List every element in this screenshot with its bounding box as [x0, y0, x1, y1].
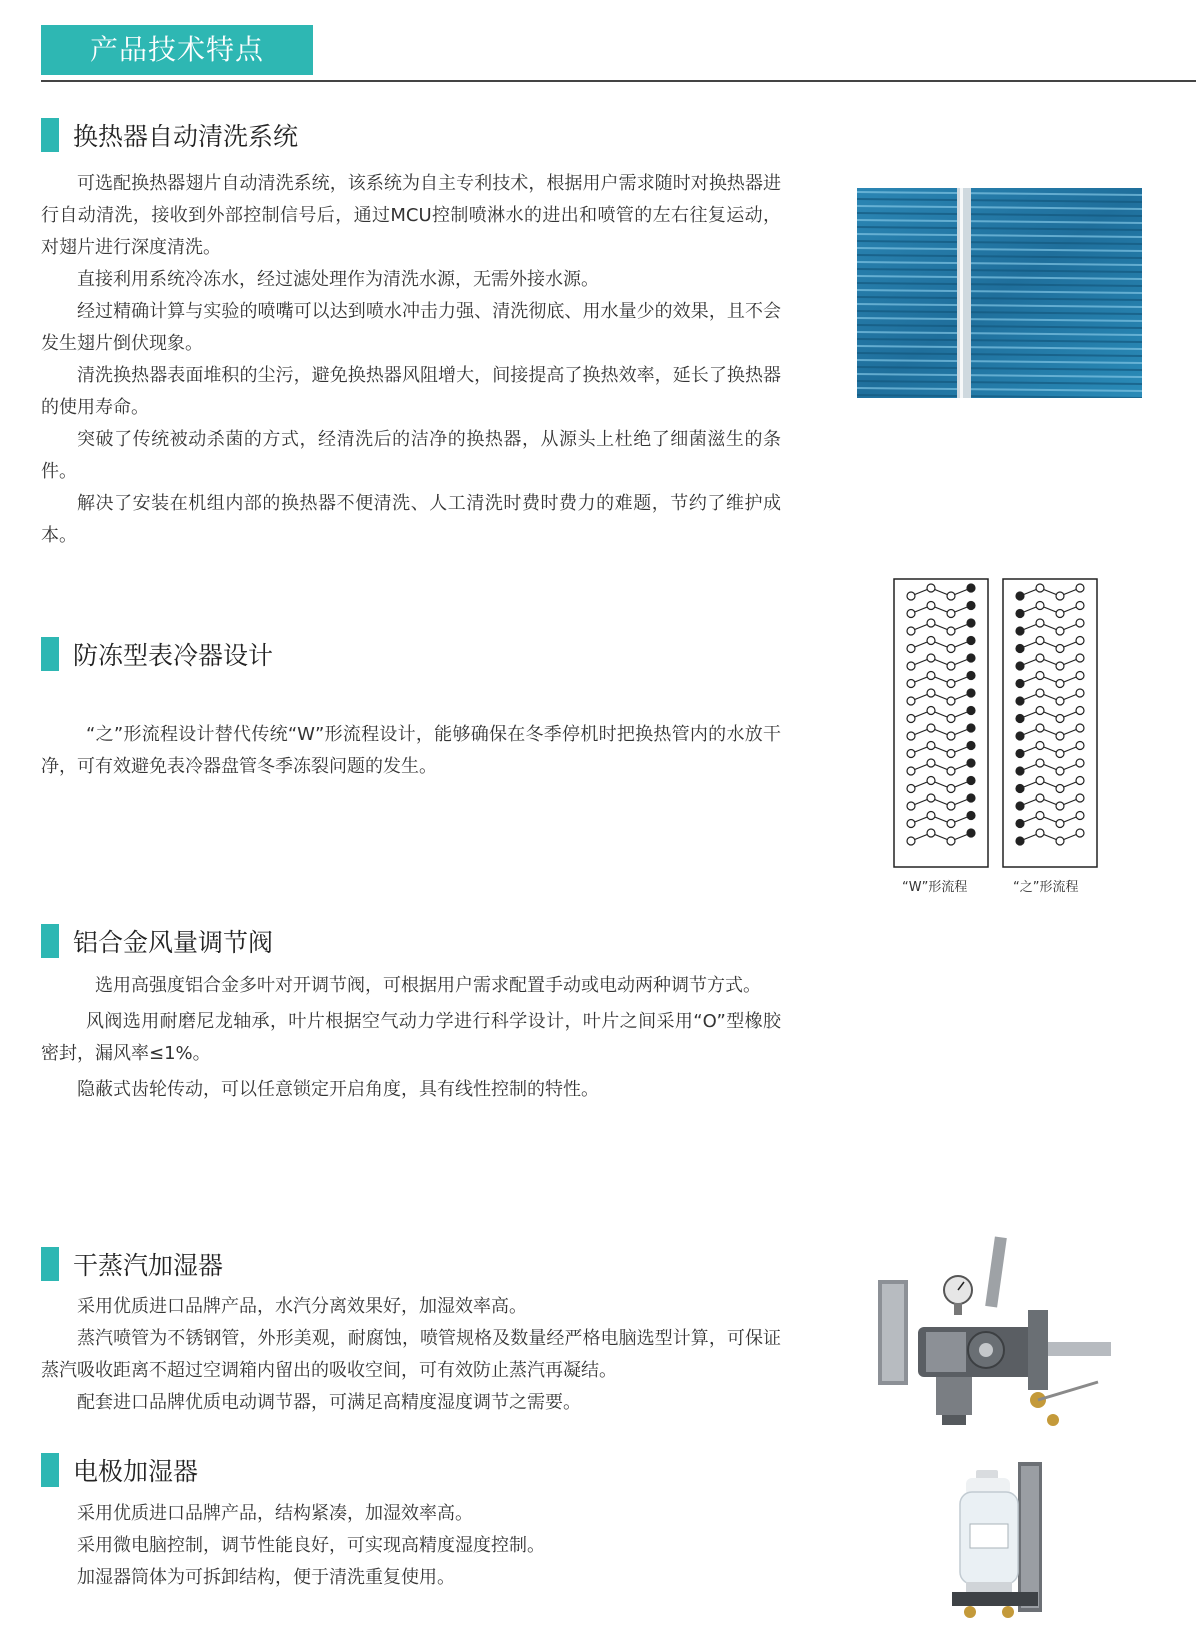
section-title-text: 防冻型表冷器设计 — [73, 641, 274, 670]
section-title-steam-humidifier — [41, 1247, 223, 1281]
paragraph: 清洗换热器表面堆积的尘污，避免换热器风阻增大，间接提高了换热效率，延长了换热器的使用寿命。 — [41, 365, 781, 418]
heat-exchanger-fins-photo — [857, 188, 1142, 398]
header-divider — [41, 80, 1196, 82]
dry-steam-humidifier-photo — [878, 1232, 1120, 1432]
paragraph: 配套进口品牌优质电动调节器，可满足高精度湿度调节之需要。 — [77, 1392, 581, 1413]
electrode-humidifier-photo — [948, 1462, 1048, 1622]
paragraph: 采用微电脑控制，调节性能良好，可实现高精度湿度控制。 — [77, 1535, 545, 1556]
section-title-auto-cleaning — [41, 118, 298, 152]
section-body-damper — [41, 970, 781, 1110]
paragraph: “之”形流程设计替代传统“W”形流程设计，能够确保在冬季停机时把换热管内的水放干净，可有效避免表冷器盘管冬季冻裂问题的发生。 — [41, 724, 781, 777]
page-title-box — [41, 25, 313, 75]
section-title-electrode-humidifier — [41, 1453, 198, 1487]
paragraph: 隐蔽式齿轮传动，可以任意锁定开启角度，具有线性控制的特性。 — [77, 1079, 599, 1100]
section-title-damper — [41, 924, 273, 958]
section-title-text: 干蒸汽加湿器 — [73, 1251, 224, 1280]
paragraph: 直接利用系统冷冻水，经过滤处理作为清洗水源，无需外接水源。 — [77, 269, 599, 290]
paragraph: 采用优质进口品牌产品，水汽分离效果好，加湿效率高。 — [77, 1296, 527, 1317]
paragraph: 蒸汽喷管为不锈钢管，外形美观，耐腐蚀，喷管规格及数量经严格电脑选型计算，可保证蒸汽吸收距离不超过空调箱内留出的吸收空间，可有效防止蒸汽再凝结。 — [41, 1328, 781, 1381]
section-body-electrode-humidifier — [41, 1498, 781, 1594]
paragraph: 突破了传统被动杀菌的方式，经清洗后的洁净的换热器，从源头上杜绝了细菌滋生的条件。 — [41, 429, 781, 482]
paragraph: 风阀选用耐磨尼龙轴承，叶片根据空气动力学进行科学设计，叶片之间采用“O”型橡胶密封，漏风率≤1%。 — [41, 1011, 781, 1064]
paragraph: 经过精确计算与实验的喷嘴可以达到喷水冲击力强、清洗彻底、用水量少的效果，且不会发生翅片倒伏现象。 — [41, 301, 781, 354]
w-flow-caption: “W”形流程 — [902, 880, 968, 895]
section-marker — [41, 1247, 59, 1281]
section-marker — [41, 1453, 59, 1487]
coil-flow-diagram — [893, 578, 1105, 898]
zigzag-flow-caption: “之”形流程 — [1013, 880, 1079, 895]
section-body-antifreeze — [41, 719, 781, 783]
section-title-antifreeze — [41, 637, 273, 671]
paragraph: 解决了安装在机组内部的换热器不便清洗、人工清洗时费时费力的难题，节约了维护成本。 — [41, 493, 781, 546]
section-title-text: 铝合金风量调节阀 — [73, 928, 274, 957]
section-body-steam-humidifier — [41, 1291, 781, 1419]
section-marker — [41, 118, 59, 152]
section-body-auto-cleaning — [41, 168, 781, 552]
section-title-text: 电极加湿器 — [73, 1457, 199, 1486]
paragraph: 加湿器筒体为可拆卸结构，便于清洗重复使用。 — [77, 1567, 455, 1588]
paragraph: 可选配换热器翅片自动清洗系统，该系统为自主专利技术，根据用户需求随时对换热器进行自动清洗，接收到外部控制信号后，通过MCU控制喷淋水的进出和喷管的左右往复运动，对翅片进行深度清洗。 — [41, 173, 781, 258]
paragraph: 选用高强度铝合金多叶对开调节阀，可根据用户需求配置手动或电动两种调节方式。 — [95, 975, 761, 996]
section-marker — [41, 637, 59, 671]
paragraph: 采用优质进口品牌产品，结构紧凑，加湿效率高。 — [77, 1503, 473, 1524]
section-marker — [41, 924, 59, 958]
section-title-text: 换热器自动清洗系统 — [73, 122, 299, 151]
page-title: 产品技术特点 — [89, 33, 264, 66]
